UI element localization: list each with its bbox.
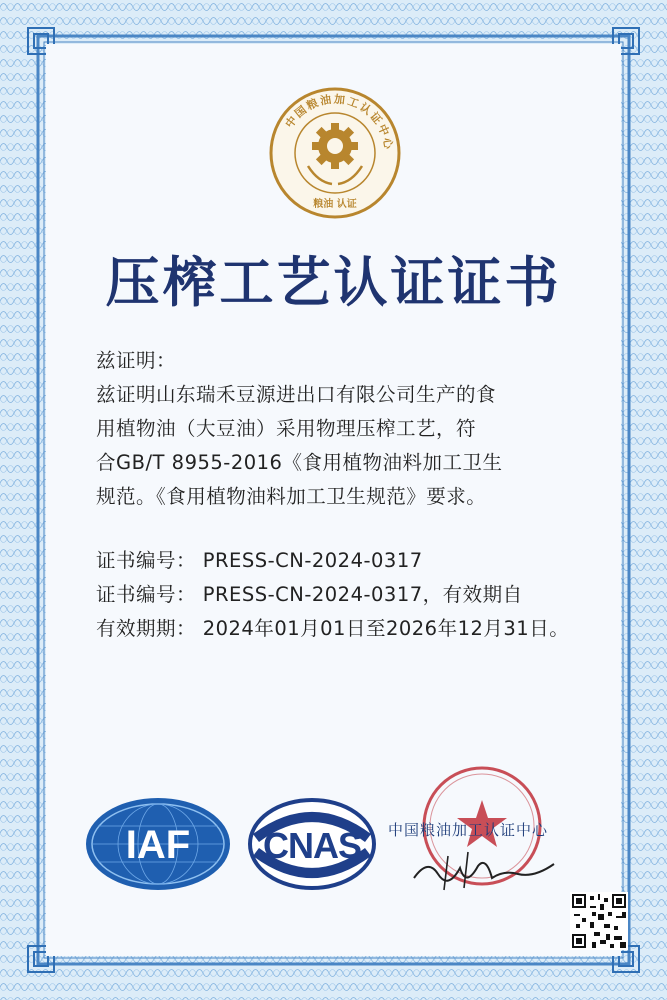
signature (408, 848, 558, 894)
iaf-logo (84, 796, 232, 892)
validity-period: 有效期期： 2024年01月01日至2026年12月31日。 (96, 617, 570, 640)
statement-line: 合GB/T 8955-2016《食用植物油料加工卫生 (96, 451, 503, 474)
qr-code[interactable] (570, 892, 628, 950)
statement-line: 兹证明山东瑞禾豆源进出口有限公司生产的食 (96, 383, 497, 406)
statement-line: 兹证明： (96, 349, 177, 372)
seal-bottom-text: 粮油 认证 (313, 199, 357, 210)
cnas-logo (246, 796, 378, 892)
svg-text:CNAS: CNAS (262, 825, 362, 866)
certificate-number: 证书编号： PRESS-CN-2024-0317 (96, 549, 423, 572)
statement-line: 用植物油（大豆油）采用物理压榨工艺，符 (96, 417, 477, 440)
certification-seal-logo (268, 86, 402, 220)
statement-line: 规范。《食用植物油料加工卫生规范》要求。 (96, 485, 487, 508)
issuer-name: 中国粮油加工认证中心 (388, 821, 549, 839)
certificate-title: 压榨工艺认证证书 (105, 250, 562, 314)
gear-icon (312, 123, 358, 169)
certificate-details (96, 544, 586, 646)
svg-text:中国粮油加工认证中心: 中国粮油加工认证中心 (282, 92, 396, 152)
svg-text:IAF: IAF (125, 823, 191, 867)
certificate-statement (96, 344, 586, 514)
certificate-number-validity: 证书编号： PRESS-CN-2024-0317，有效期自 (96, 583, 523, 606)
